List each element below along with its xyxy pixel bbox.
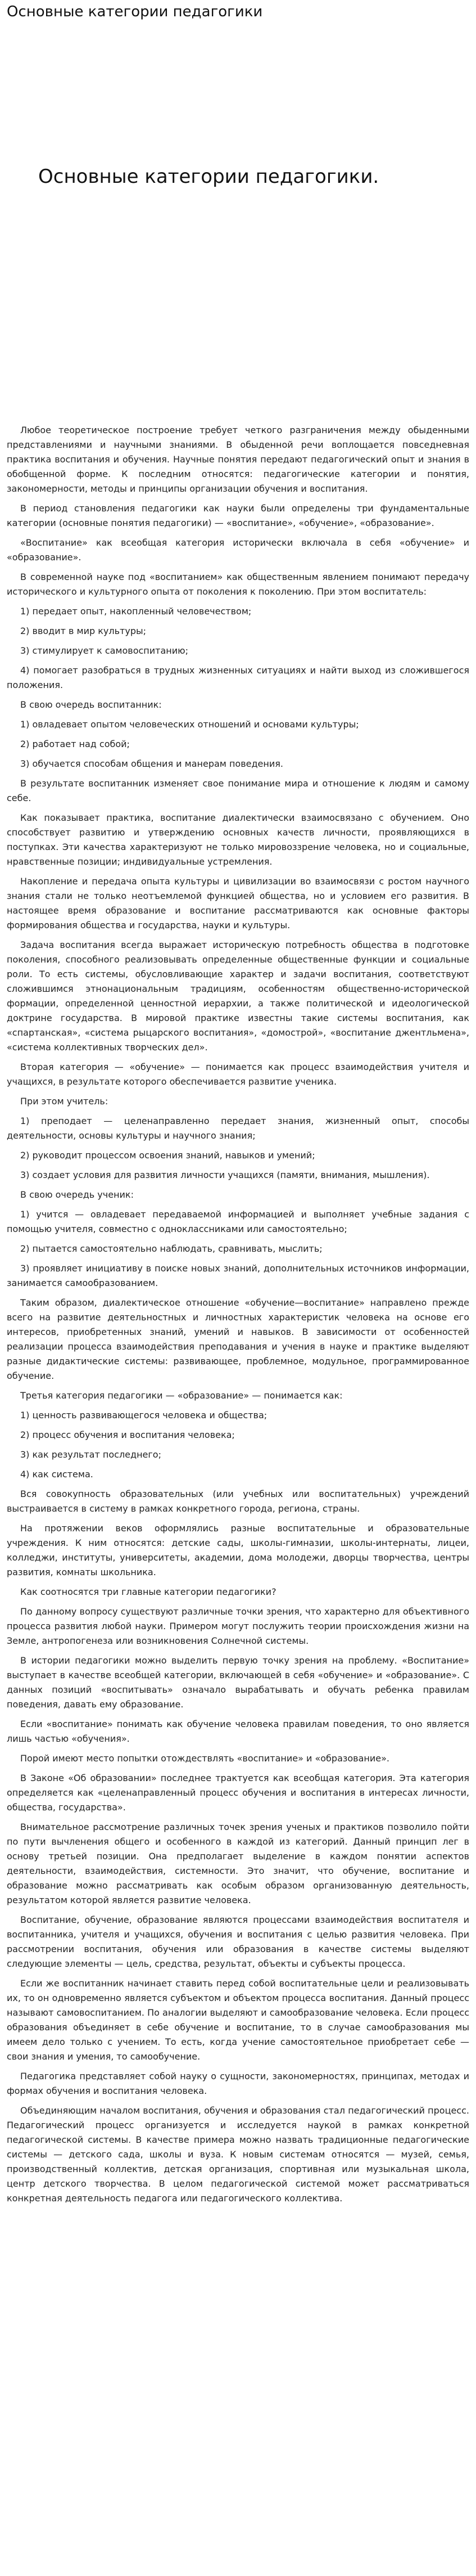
document-title: Основные категории педагогики (7, 3, 263, 20)
blank-space (7, 188, 469, 423)
paragraph: 4) как система. (20, 1469, 93, 1480)
paragraph: Воспитание, обучение, образование являются процессами взаимодействия воспитателя и воспитанника, учителя и учащихся, обучения и воспитания с целью развития человека. При рассмотрении воспитания, обучения или образования в качестве системы выделяют следующие элементы — цель, средства, результат, объекты и субъекты процесса. (7, 1914, 469, 1969)
paragraph: Таким образом, диалектическое отношение «обучение—воспитание» направлено прежде всего на развитие деятельностных и личностных характеристик человека на основе его интересов, приобретенных знаний, умений и навыков. В зависимости от особенностей реализации процесса взаимодействия преподавания и учения в науке и практике выделяют разные дидактические системы: развивающее, проблемное, модульное, программированное обучение. (7, 1297, 469, 1381)
paragraph: Педагогика представляет собой науку о сущности, закономерностях, принципах, методах и формах обучения и воспитания человека. (7, 2071, 469, 2096)
paragraph: В период становления педагогики как науки были определены три фундаментальные категории (основные понятия педагогики) — «воспитание», «обучение», «образование». (7, 503, 469, 528)
paragraph: 2) работает над собой; (20, 739, 130, 749)
paragraph: 3) стимулирует к самовоспитанию; (20, 645, 188, 656)
paragraph: Объединяющим началом воспитания, обучения и образования стал педагогический процесс. Педагогический процесс организуется и исследуется наукой в рамках конкретной педагогической системы. В качестве примера можно назвать традиционные педагогические системы — детского сада, школы и вуза. К новым системам относятся — музей, семья, производственный коллектив, детская организация, спортивная или музыкальная школа, центр детского творчества. В целом педагогической системой может рассматриваться конкретная деятельность педагога или педагогического коллектива. (7, 2105, 469, 2204)
paragraph: 3) создает условия для развития личности учащихся (памяти, внимания, мышления). (20, 1170, 430, 1180)
paragraph: 3) как результат последнего; (20, 1449, 161, 1460)
paragraph: В свою очередь воспитанник: (20, 699, 162, 710)
paragraph: 3) проявляет инициативу в поиске новых знаний, дополнительных источников информации, занимается самообразованием. (7, 1263, 469, 1288)
paragraph: 1) овладевает опытом человеческих отношений и основами культуры; (20, 719, 359, 730)
paragraph: 2) процесс обучения и воспитания человека; (20, 1429, 235, 1440)
paragraph: В свою очередь ученик: (20, 1189, 134, 1200)
paragraph: 2) руководит процессом освоения знаний, навыков и умений; (20, 1150, 315, 1161)
paragraph: «Воспитание» как всеобщая категория исторически включала в себя «обучение» и «образование». (7, 537, 469, 563)
paragraph: На протяжении веков оформлялись разные воспитательные и образовательные учреждения. К ним относятся: детские сады, школы-гимназии, школы-интернаты, лицеи, колледжи, институты, университеты, академии, дома молодежи, дворцы творчества, центры развития, комнаты школьника. (7, 1523, 469, 1577)
paragraph: Если «воспитание» понимать как обучение человека правилам поведения, то оно является лишь частью «обучения». (7, 1719, 469, 1744)
paragraph: При этом учитель: (20, 1096, 108, 1107)
paragraph: Третья категория педагогики — «образование» — понимается как: (20, 1390, 343, 1401)
paragraph: Задача воспитания всегда выражает историческую потребность общества в подготовке поколения, способного реализовывать определенные общественные функции и социальные роли. То есть системы, обусловливающие характер и задачи воспитания, соответствуют сложившимся этнонациональным традициям, особенностям общественно-исторической формации, определенной ценностной иерархии, а также политической и идеологической доктрине государства. В мировой практике известны такие системы воспитания, как «спартанская», «система рыцарского воспитания», «домострой», «воспитание джентльмена», «система коллективных творческих дел». (7, 939, 469, 1053)
article-body (7, 423, 469, 2206)
paragraph: 1) передает опыт, накопленный человечеством; (20, 606, 252, 617)
paragraph: Накопление и передача опыта культуры и цивилизации во взаимосвязи с ростом научного знания стали не только неотъемлемой функцией общества, но и условием его развития. В настоящее время образование и воспитание рассматриваются как основные факторы формирования общества и государства, науки и культуры. (7, 876, 469, 930)
paragraph: 3) обучается способам общения и манерам поведения. (20, 758, 283, 769)
main-heading: Основные категории педагогики. (38, 165, 379, 188)
paragraph: Любое теоретическое построение требует четкого разграничения между обыденными представлениями и научными знаниями. В обыденной речи воплощается повседневная практика воспитания и обучения. Научные понятия передают педагогический опыт и знания в обобщенной форме. К последним относятся: педагогические категории и понятия, закономерности, методы и принципы организации обучения и воспитания. (7, 425, 469, 494)
paragraph: 4) помогает разобраться в трудных жизненных ситуациях и найти выход из сложившегося положения. (7, 665, 469, 690)
paragraph: 2) пытается самостоятельно наблюдать, сравнивать, мыслить; (20, 1243, 323, 1254)
paragraph: В истории педагогики можно выделить первую точку зрения на проблему. «Воспитание» выступает в качестве всеобщей категории, включающей в себя «обучение» и «образование». С данных позиций «воспитывать» означало вырабатывать и обучать ребенка правилам поведения, давать ему образование. (7, 1655, 469, 1710)
paragraph: В современной науке под «воспитанием» как общественным явлением понимают передачу исторического и культурного опыта от поколения к поколению. При этом воспитатель: (7, 572, 469, 597)
paragraph: Как соотносятся три главные категории педагогики? (20, 1586, 276, 1597)
paragraph: 1) ценность развивающегося человека и общества; (20, 1410, 268, 1420)
paragraph: Внимательное рассмотрение различных точек зрения ученых и практиков позволило пойти по пути вычленения общего и особенного в каждой из категорий. Данный принцип лег в основу третьей позиции. Она предполагает выделение в каждом понятии аспектов деятельности, взаимодействия, системности. Это значит, что обучение, воспитание и образование можно рассматривать как особым образом организованную деятельность, результатом которой является развитие человека. (7, 1822, 469, 1905)
paragraph: Как показывает практика, воспитание диалектически взаимосвязано с обучением. Оно способствует развитию и утверждению основных качеств личности, проявляющихся в поступках. Эти качества характеризуют не только мировоззрение человека, но и социальные, нравственные позиции; индивидуальные устремления. (7, 812, 469, 867)
paragraph: Вторая категория — «обучение» — понимается как процесс взаимодействия учителя и учащихся, в результате которого обеспечивается развитие ученика. (7, 1062, 469, 1087)
paragraph: Порой имеют место попытки отождествлять «воспитание» и «образование». (20, 1753, 389, 1764)
paragraph: 1) преподает — целенаправленно передает знания, жизненный опыт, способы деятельности, основы культуры и научного знания; (7, 1116, 469, 1141)
paragraph: В результате воспитанник изменяет свое понимание мира и отношение к людям и самому себе. (7, 778, 469, 803)
paragraph: 2) вводит в мир культуры; (20, 626, 147, 636)
paragraph: Если же воспитанник начинает ставить перед собой воспитательные цели и реализовывать их, то он одновременно является субъектом и объектом процесса воспитания. Данный процесс называют самовоспитанием. По аналогии выделяют и самообразование человека. Если процесс образования объединяет в себе обучение и воспитание, то в случае самообразования мы имеем дело только с учением. То есть, когда учение самостоятельное приобретает себе — свои знания и умения, то самообучение. (7, 1978, 469, 2062)
paragraph: 1) учится — овладевает передаваемой информацией и выполняет учебные задания с помощью учителя, совместно с одноклассниками или самостоятельно; (7, 1209, 469, 1234)
paragraph: Вся совокупность образовательных (или учебных или воспитательных) учреждений выстраивается в систему в рамках конкретного города, региона, страны. (7, 1489, 469, 1514)
paragraph: По данному вопросу существуют различные точки зрения, что характерно для объективного процесса развития любой науки. Примером могут послужить теории происхождения жизни на Земле, антропогенеза или возникновения Солнечной системы. (7, 1606, 469, 1646)
paragraph: В Законе «Об образовании» последнее трактуется как всеобщая категория. Эта категория определяется как «целенаправленный процесс обучения и воспитания в интересах личности, общества, государства». (7, 1773, 469, 1813)
